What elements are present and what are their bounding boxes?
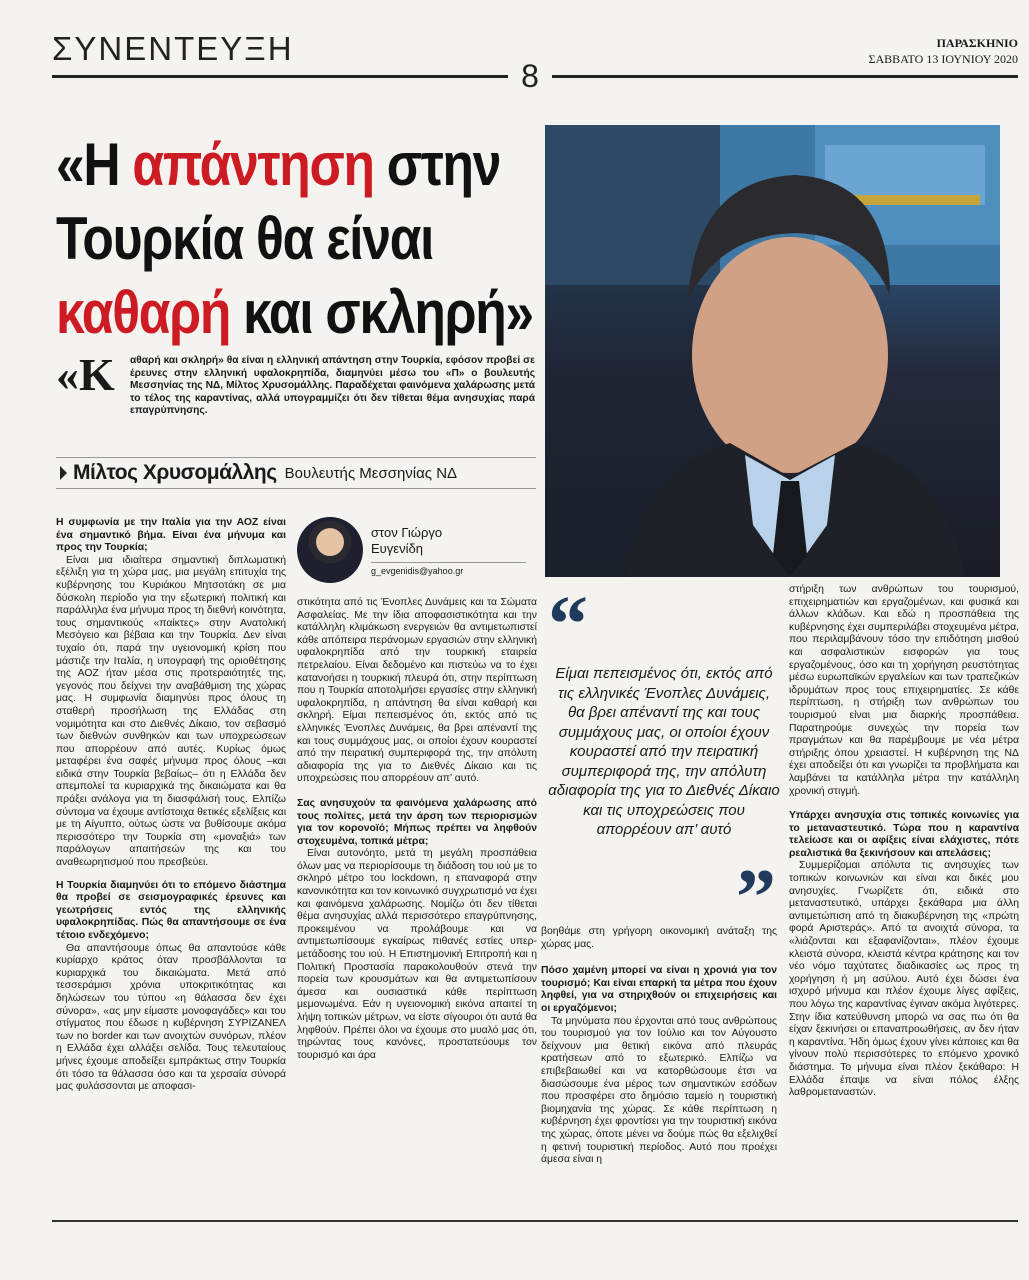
question: Υπάρχει ανησυχία στις τοπικές κοινωνίες για το μεταναστευτικό. Τώρα που η καραντίνα τελείωσε και οι αφίξεις είναι ελάχιστες, πότε ρεαλιστικά θα ξεκινήσουν και απελάσεις; xyxy=(789,810,1019,859)
author-avatar xyxy=(297,517,363,583)
section-title: ΣΥΝΕΝΤΕΥΞΗ xyxy=(52,30,294,67)
footer-rule xyxy=(52,1220,1018,1222)
answer: Τα μηνύματα που έρχονται από τους ανθρώπους του τουρισμού για τον Ιούλιο και τον Αύγουστο δείχνουν μια θετική εικόνα από πλευράς κρατήσεων από το εξωτερικό. Ελπίζω να επιβεβαιωθεί και να κατορθώσουμε έτσι να διασώσουμε ένα μέρος των σημαντικών εσόδων που προσφέρει στο δημόσιο ταμείο η τουριστική βιομηχανία της χώρας. Σε κάθε περίπτωση η κυβέρνηση έχει φροντίσει για την τουριστική εικόνα της χώρας, όποτε μένει να δούμε πώς θα εξελιχθεί η φετινή τουριστική περίοδος. Αυτό που προέχει άμεσα είναι η xyxy=(541,1015,777,1166)
headline xyxy=(56,128,538,350)
question: Σας ανησυχούν τα φαινόμενα χαλάρωσης από τους πολίτες, μετά την άρση των περιορισμών για τον κορονοϊό; Μήπως πρέπει να ληφθούν στοχευμένα, τοπικά μέτρα; xyxy=(297,797,537,847)
author-line-1: στον Γιώργο xyxy=(371,525,443,540)
column-3 xyxy=(541,926,777,1215)
lede-text: αθαρή και σκληρή» θα είναι η ελληνική απάντηση στην Τουρκία, εφόσον προβεί σε έρευνες στην ελληνική υφαλοκρηπίδα, διαμηνύει μέσω του «Π» ο βουλευτής Μεσσηνίας της ΝΔ, Μίλτος Χρυσομάλλης. Παραδέχεται φαινόμενα χαλάρωσης μετά το τέλος της καραντίνας, αλλά υπογραμμίζει ότι δεν τίθεται θέμα ανησυχίας παρά επαγρύπνησης. xyxy=(130,355,535,416)
open-quote-icon: “ xyxy=(548,581,588,669)
answer: στικότητα από τις Ένοπλες Δυνάμεις και τα Σώματα Ασφαλείας. Με την ίδια αποφασιστικότητα και την κατάλληλη κλιμάκωση ενεργειών θα αντιμετωπιστεί κάθε απόπειρα περάνομων εργασιών στην ελληνική υφαλοκρηπίδα από την τουρκική εταιρεία πετρελαίου. Είναι δεδομένο και πιστεύω να το έχει κατανοήσει η τουρκική πλευρά ότι, στην περίπτωση που η Τουρκία αποτολμήσει εργασίες στην ελληνική υφαλοκρηπίδα, η απάντηση θα είναι καθαρή και σκληρή. Είμαι πεπεισμένος ότι, εκτός από τις ελληνικές Ένοπλες Δυνάμεις, θα βρει απέναντί της και τους συμμάχους μας, οι οποίοι έχουν κουραστεί από την πειρατική συμπεριφορά της, την απόλυτη αδιαφορία της για το Διεθνές Δίκαιο και τις υποχρεώσεις που απορρέουν απ’ αυτό. xyxy=(297,597,537,785)
column-1 xyxy=(56,517,286,1215)
headline-mid-2: και σκληρή» xyxy=(230,279,533,346)
author-line-2: Ευγενίδη xyxy=(371,541,423,556)
question: Η συμφωνία με την Ιταλία για την ΑΟΖ είναι ένα σημαντικό βήμα. Είναι ένα μήνυμα και προς την Τουρκία; xyxy=(56,517,286,554)
lede-drop-cap: «Κ xyxy=(56,349,115,400)
close-quote-icon: ” xyxy=(736,854,776,942)
arrow-icon xyxy=(60,466,67,480)
author-email: g_evgenidis@yahoo.gr xyxy=(371,562,526,576)
author-box xyxy=(297,517,537,589)
column-2 xyxy=(297,597,537,1215)
headline-red-1: απάντηση xyxy=(132,131,374,198)
answer: Συμμερίζομαι απόλυτα τις ανησυχίες των τοπικών κοινωνιών και είναι και δικές μου ανησυχίες. Γνωρίζετε ότι, ειδικά στο μεταναστευτικό, υπάρχει ξεκάθαρα μια άλλη αντιμετώπιση από τη διακυβέρνηση της «πρώτη φορά Αριστεράς». Από τα ανοιχτά σύνορα, τα «λιάζονται και εξαφανίζονται», πλέον έχουμε κλειστά σύνορα, κλειστά κέντρα κράτησης και τον νέο νόμο ταχύτατες διαδικασίες ως προς τη χορήγηση ή μη ασύλου. Αυτό έχει δώσει ένα ισχυρό μήνυμα και πλέον έχουμε λίγες αφίξεις, που λόγω της καραντίνας έγιναν ακόμα λιγότερες. Στην ίδια κατεύθυνση μπορώ να σας πω ότι θα είχαν ξεκινήσει οι επαναπροωθήσεις, αν δεν ήταν η καραντίνα. Ήδη όμως έχουν γίνει κάποιες και θα γίνουν πολύ περισσότερες το επόμενο χρονικό διάστημα. Το μήνυμα είναι πλέον ξεκάθαρο: Η Ελλάδα έπαψε να είναι πόλος έλξης λαθρομεταναστών. xyxy=(789,860,1019,1099)
interviewee-name: Μίλτος Χρυσομάλλης xyxy=(73,461,277,484)
newspaper-name: ΠΑΡΑΣΚΗΝΙΟ xyxy=(936,36,1018,50)
answer: στήριξη των ανθρώπων του τουρισμού, επιχειρηματιών και εργαζομένων, και φυσικά και άλλων κλάδων. Και εδώ η προσπάθεια της κυβέρνησης έχει συμπεριλάβει στοχευμένα μέτρα, που περιλαμβάνουν τόσο την επιδότηση μισθού και ασφαλιστικών εισφορών για τους εργαζομένους, όσο και τη χορήγηση ρευστότητας μέσω ευρωπαϊκών εργαλείων και των τραπεζικών ιδρυμάτων προς τους επιχειρηματίες. Σε κάθε περίπτωση, η στήριξη των ανθρώπων του τουρισμού είναι μια διαρκής προσπάθεια. Παρατηρούμε συνεχώς την πορεία των πραγμάτων και θα παρέμβουμε με νέα μέτρα στήριξης όπου χρειαστεί. Η κυβέρνηση της ΝΔ έχει αποδείξει ότι και γνωρίζει τα προβλήματα και λαμβάνει τα κατάλληλα μέτρα την κατάλληλη χρονική στιγμή. xyxy=(789,584,1019,797)
byline-bar xyxy=(56,457,536,489)
answer: Είναι αυτονόητο, μετά τη μεγάλη προσπάθεια όλων μας να περιορίσουμε τη διάδοση του ιού με το σκληρό μέτρο του lockdown, η επαναφορά στην κανονικότητα και τον κοινωνικό συγχρωτισμό να έχει και φαινόμενα χαλάρωσης. Νομίζω ότι δεν τίθεται θέμα ανησυχίας αλλά περισσότερο επαγρύπνησης, προκειμένου να προλάβουμε και να αντιμετωπίσουμε εγκαίρως πιθανές εστίες υπερ-μετάδοσης του ιού. Η Επιστημονική Επιτροπή και η Πολιτική Προστασία παρακολουθούν στενά την πορεία των κρουσμάτων και θα αντιμετωπίσουν άμεσα και ουσιαστικά κάθε περίπτωση μεμονωμένα. Εάν η υγειονομική εικόνα απαιτεί τη λήψη τοπικών μέτρων, να είστε σίγουροι ότι αυτά θα ληφθούν. Πρέπει όλοι να έχουμε στο μυαλό μας ότι, τηρώντας τους κανόνες, προστατεύουμε τον τουρισμό και άρα xyxy=(297,848,537,1061)
pull-quote-text: Είμαι πεπεισμένος ότι, εκτός από τις ελληνικές Ένοπλες Δυνάμεις, θα βρει απέναντί της και τους συμμάχους μας, οι οποίοι έχουν κουραστεί από την πειρατική συμπεριφορά της, την απόλυτη αδιαφορία της για το Διεθνές Δίκαιο και τις υποχρεώσεις που απορρέουν απ’ αυτό xyxy=(548,665,780,838)
page-number: 8 xyxy=(508,54,552,98)
question: Η Τουρκία διαμηνύει ότι το επόμενο διάστημα θα προβεί σε σεισμογραφικές έρευνες και γεωτρήσεις εντός της ελληνικής υφαλοκρηπίδας. Πώς θα απαντήσουμε σε ένα τέτοιο ενδεχόμενο; xyxy=(56,879,286,941)
headline-open: «Η xyxy=(56,131,133,198)
headline-line-2: Τουρκία θα είναι xyxy=(56,205,434,272)
portrait-photo xyxy=(545,125,1000,577)
issue-date: ΣΑΒΒΑΤΟ 13 ΙΟΥΝΙΟΥ 2020 xyxy=(868,52,1018,66)
column-4 xyxy=(789,584,1019,1215)
headline-red-2: καθαρή xyxy=(56,279,231,346)
headline-mid-1: στην xyxy=(373,131,501,198)
answer: βοηθάμε στη γρήγορη οικονομική ανάταξη της χώρας μας. xyxy=(541,926,777,950)
answer: Θα απαντήσουμε όπως θα απαντούσε κάθε κυρίαρχο κράτος όταν προσβάλλονται τα κυριαρχικά του δικαιώματα. Μετά από τεσσεράμισι χρόνια υποκριτικότητας και δηλώσεων του τύπου «η θάλασσα δεν έχει σύνορα», «ας μην είμαστε μονοφαγάδες» και του στίγματος που έδωσε η κυβέρνηση ΣΥΡΙΖΑΝΕΛ των no border και των ανοιχτών συνόρων, πλέον η Ελλάδα έχει αλλάξει σελίδα. Τους τελευταίους μήνες έχουμε αποδείξει εμπράκτως στην Τουρκία ότι τόσο τα θάλασσα όσο και τα χερσαία σύνορά μας φυλάσσονται με αποφασι- xyxy=(56,942,286,1093)
answer: Είναι μια ιδιαίτερα σημαντική διπλωματική εξέλιξη για τη χώρα μας, μια μεγάλη επιτυχία της κυβέρνησης του Κυριάκου Μητσοτάκη σε μια δύσκολη περίοδο για την εξωτερική πολιτική και παράλληλα ένα μήνυμα προς τη διεθνή κοινότητα, τους σημαντικούς «παίκτες» στην Ανατολική Μεσόγειο και βέβαια και την Τουρκία. Δεν είναι τυχαίο ότι, παρά την υγειονομική κρίση που μάστιζε την Ιταλία, η υπογραφή της οριοθέτησης της ΑΟΖ ήταν μέσα στις προτεραιότητές της, γεγονός που δείχνει την αναβάθμιση της χώρας μας. Η συμφωνία διαμηνύει προς όλους τη σταθερή προσήλωση της Ελλάδας στη νομιμότητα και στο Διεθνές Δίκαιο, τον σεβασμό των διεθνών συνθηκών και των υποχρεώσεων που απορρέουν από αυτές. Κυρίως όμως μεταφέρει ένα σαφές μήνυμα προς όλους –και ειδικά στην Τουρκία βεβαίως– ότι η Ελλάδα δεν απεμπολεί τα κυριαρχικά της δικαιώματα και θα πράξει ανάλογα για τη διασφάλισή τους. Ελπίζω σύντομα να έχουμε αντίστοιχα θετικές εξελίξεις και με τη Αίγυπτο, ούτως ώστε να βυθίσουμε ακόμα περισσότερο την Τουρκία στη «μοναξιά» των παράλογων απαιτήσεών της και του αναθεωρητισμού που πρεσβεύει. xyxy=(56,554,286,869)
question: Πόσο χαμένη μπορεί να είναι η χρονιά για τον τουρισμό; Και είναι επαρκή τα μέτρα που έχουν ληφθεί, για να στηριχθούν οι επιχειρήσεις και οι εργαζόμενοι; xyxy=(541,965,777,1014)
interviewee-role: Βουλευτής Μεσσηνίας ΝΔ xyxy=(284,464,458,482)
